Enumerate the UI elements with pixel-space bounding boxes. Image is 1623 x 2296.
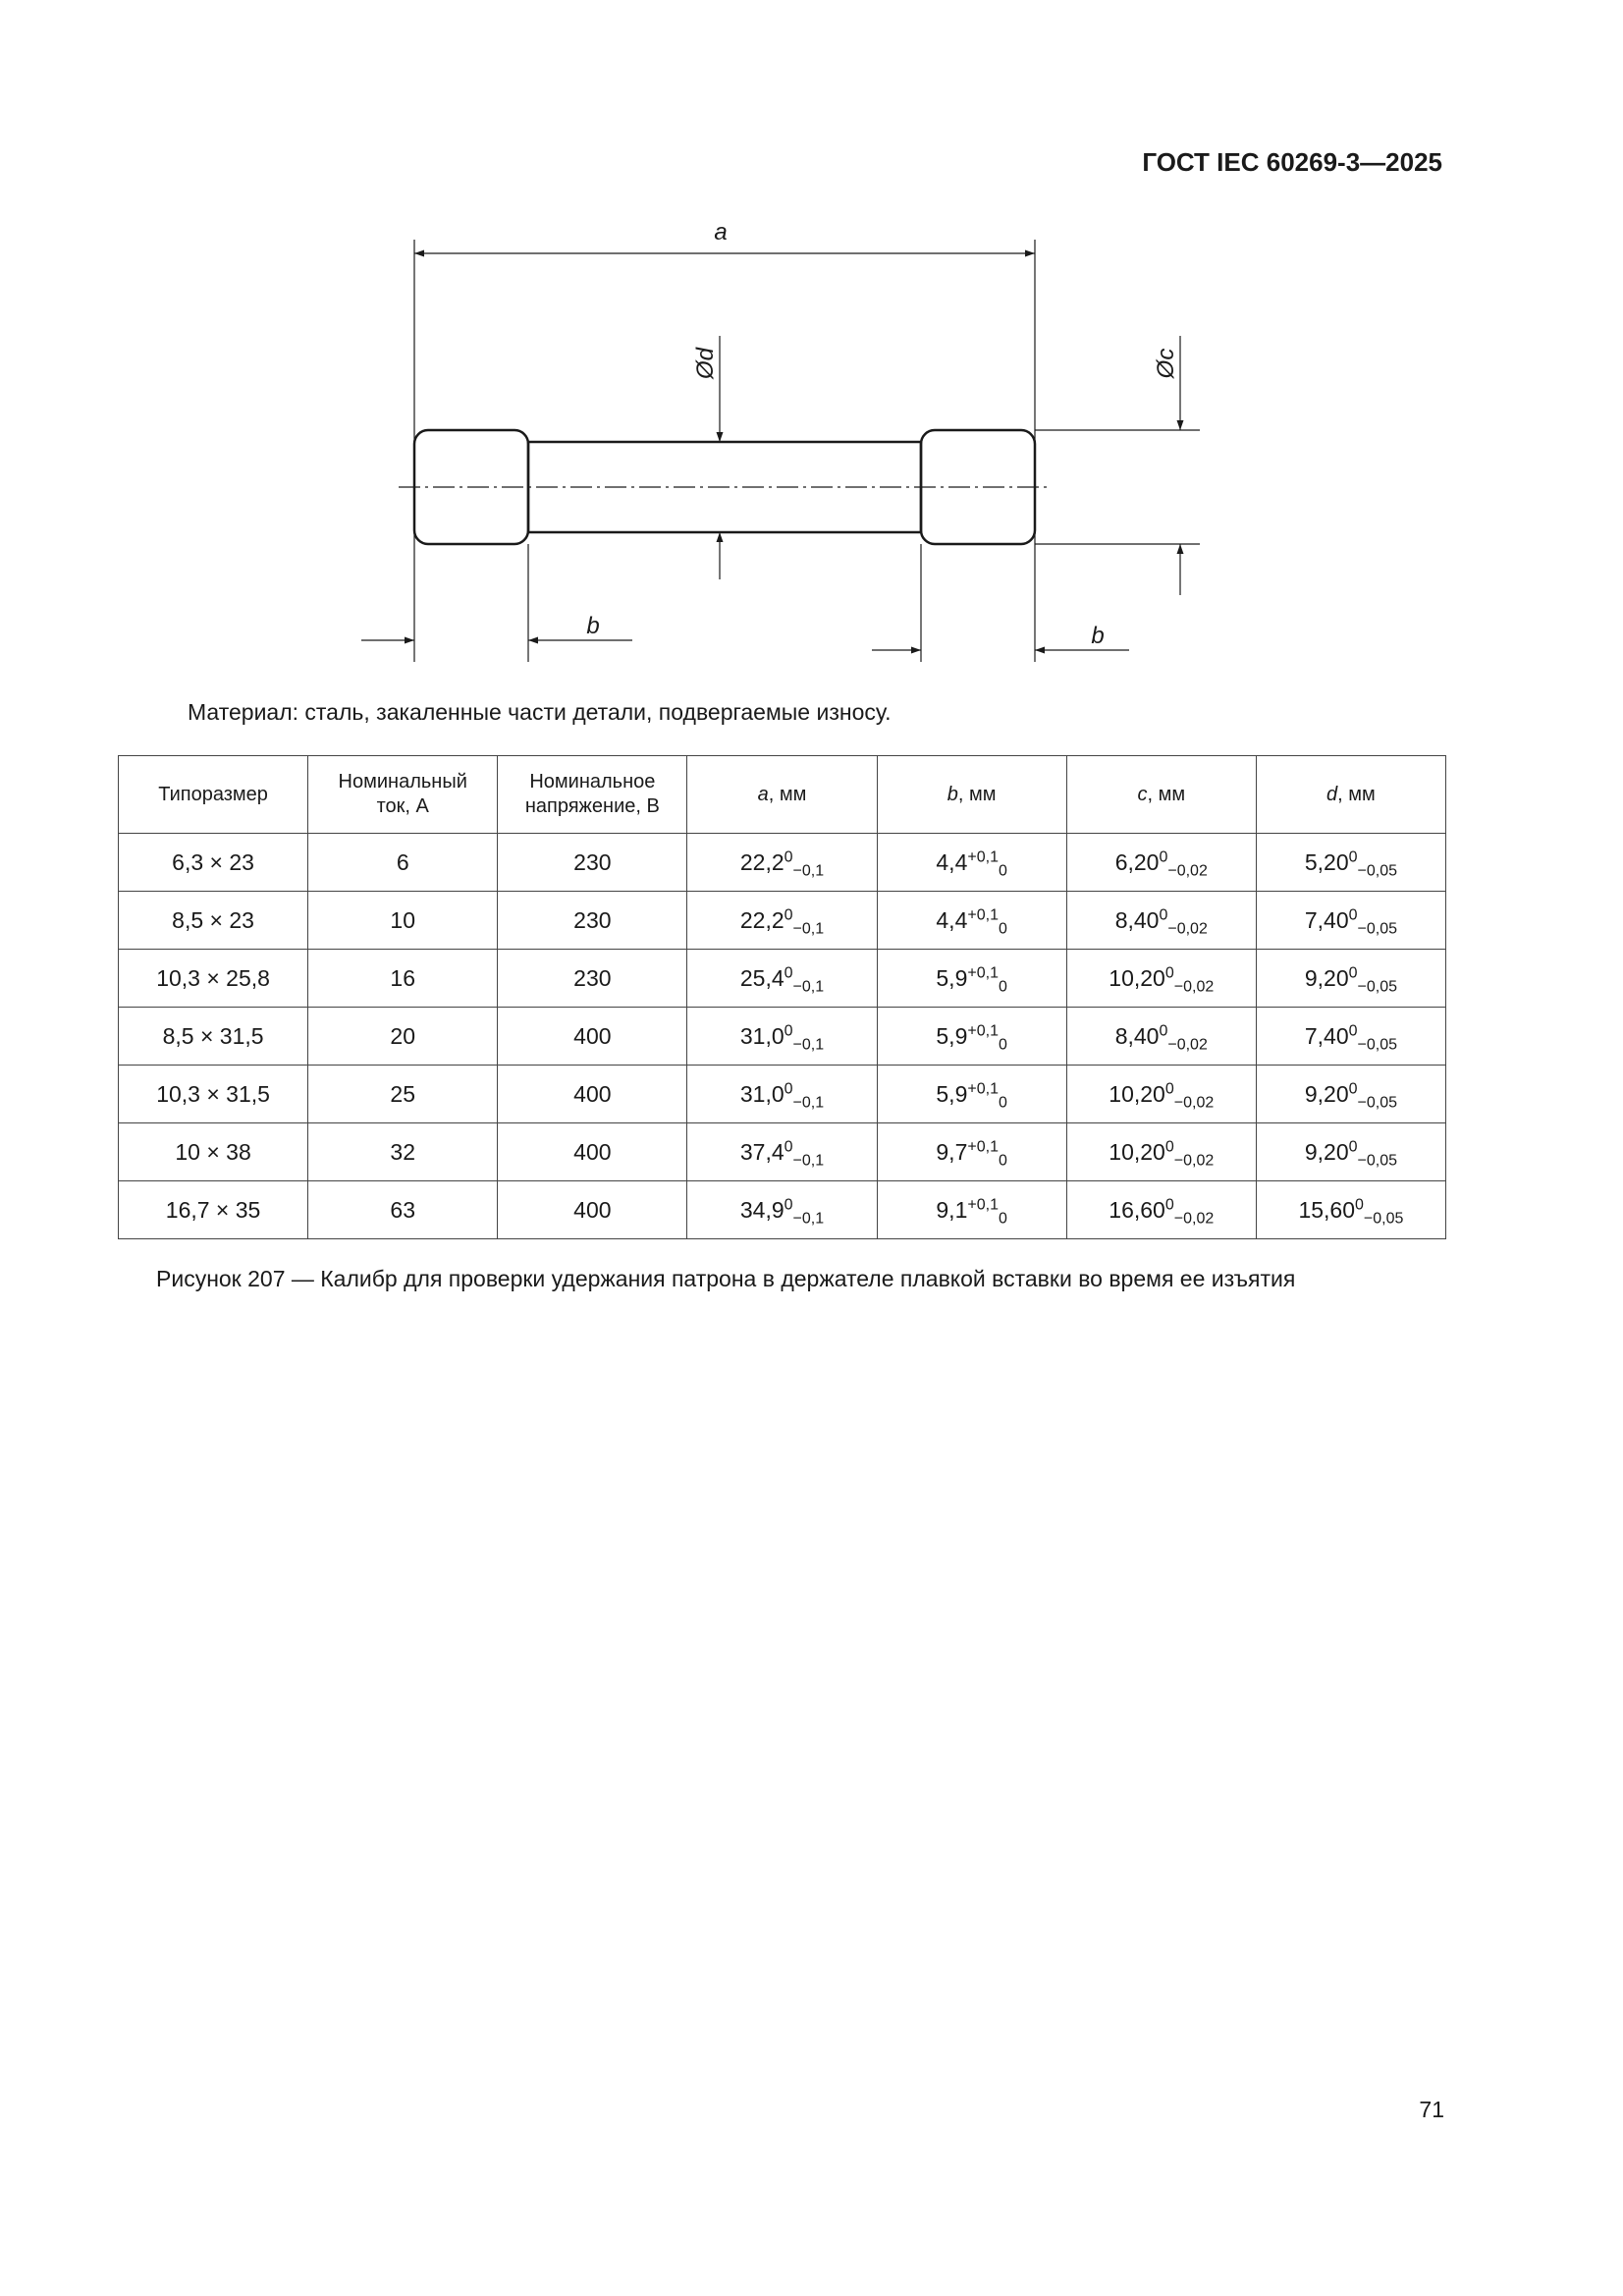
table-row	[119, 950, 1446, 1008]
cell-voltage: 400	[498, 1181, 687, 1239]
cell-b: $9,1^{+0,1}_0$	[877, 1181, 1066, 1239]
cell-c: $10,20^0_{-0,02}$	[1066, 1123, 1256, 1181]
cell-c: $10,20^0_{-0,02}$	[1066, 1066, 1256, 1123]
cell-b: $5,9^{+0,1}_0$	[877, 950, 1066, 1008]
cell-d: $7,40^0_{-0,05}$	[1256, 1008, 1445, 1066]
cell-c: $8,40^0_{-0,02}$	[1066, 1008, 1256, 1066]
table-row	[119, 834, 1446, 892]
cell-voltage: 400	[498, 1123, 687, 1181]
page-number: 71	[1419, 2097, 1444, 2122]
cell-a: $25,4^0_{-0,1}$	[687, 950, 877, 1008]
cell-current: 32	[308, 1123, 498, 1181]
cell-voltage: 400	[498, 1066, 687, 1123]
gauge-drawing	[353, 218, 1208, 680]
cell-current: 20	[308, 1008, 498, 1066]
cell-c: $16,60^0_{-0,02}$	[1066, 1181, 1256, 1239]
table-row	[119, 1008, 1446, 1066]
cell-c: $8,40^0_{-0,02}$	[1066, 892, 1256, 950]
cell-voltage: 400	[498, 1008, 687, 1066]
cell-current: 16	[308, 950, 498, 1008]
dim-label-d: Ød	[692, 347, 719, 380]
cell-current: 10	[308, 892, 498, 950]
dim-label-b-right: b	[1091, 623, 1105, 649]
cell-size: 8,5 × 23	[119, 892, 308, 950]
cell-b: $5,9^{+0,1}_0$	[877, 1008, 1066, 1066]
table-row	[119, 1066, 1446, 1123]
cell-current: 63	[308, 1181, 498, 1239]
table-row	[119, 1181, 1446, 1239]
cell-size: 16,7 × 35	[119, 1181, 308, 1239]
cell-size: 10,3 × 25,8	[119, 950, 308, 1008]
header-b: b, мм	[877, 756, 1066, 834]
table-row	[119, 1123, 1446, 1181]
figure-caption: Рисунок 207 — Калибр для проверки удержания патрона в держателе плавкой вставки во время ее изъятия	[156, 1266, 1296, 1291]
cell-d: $15,60^0_{-0,05}$	[1256, 1181, 1445, 1239]
cell-a: $22,2^0_{-0,1}$	[687, 892, 877, 950]
cell-a: $22,2^0_{-0,1}$	[687, 834, 877, 892]
cell-size: 10,3 × 31,5	[119, 1066, 308, 1123]
dim-label-b-left: b	[586, 613, 600, 639]
dimensions-table	[118, 755, 1446, 1239]
header-a: a, мм	[687, 756, 877, 834]
cell-size: 8,5 × 31,5	[119, 1008, 308, 1066]
cell-current: 25	[308, 1066, 498, 1123]
header-voltage: Номинальное напряжение, В	[498, 756, 687, 834]
cell-b: $4,4^{+0,1}_0$	[877, 892, 1066, 950]
cell-d: $7,40^0_{-0,05}$	[1256, 892, 1445, 950]
cell-size: 10 × 38	[119, 1123, 308, 1181]
dim-label-a: a	[714, 219, 728, 246]
dim-label-c: Øc	[1153, 348, 1179, 379]
cell-d: $5,20^0_{-0,05}$	[1256, 834, 1445, 892]
header-current: Номинальный ток, А	[308, 756, 498, 834]
cell-voltage: 230	[498, 834, 687, 892]
table-row	[119, 892, 1446, 950]
cell-a: $31,0^0_{-0,1}$	[687, 1066, 877, 1123]
extension-lines	[414, 240, 1200, 662]
cell-a: $37,4^0_{-0,1}$	[687, 1123, 877, 1181]
cell-current: 6	[308, 834, 498, 892]
cell-voltage: 230	[498, 892, 687, 950]
cell-d: $9,20^0_{-0,05}$	[1256, 950, 1445, 1008]
dimension-lines	[361, 253, 1180, 650]
material-note: Материал: сталь, закаленные части детали, подвергаемые износу.	[188, 699, 892, 725]
cell-a: $34,9^0_{-0,1}$	[687, 1181, 877, 1239]
table-header-row	[119, 756, 1446, 834]
header-d: d, мм	[1256, 756, 1445, 834]
cell-b: $9,7^{+0,1}_0$	[877, 1123, 1066, 1181]
cell-d: $9,20^0_{-0,05}$	[1256, 1066, 1445, 1123]
header-size: Типоразмер	[119, 756, 308, 834]
standard-header: ГОСТ IEC 60269-3—2025	[1142, 147, 1442, 177]
cell-voltage: 230	[498, 950, 687, 1008]
cell-b: $4,4^{+0,1}_0$	[877, 834, 1066, 892]
cell-c: $10,20^0_{-0,02}$	[1066, 950, 1256, 1008]
cell-a: $31,0^0_{-0,1}$	[687, 1008, 877, 1066]
cell-c: $6,20^0_{-0,02}$	[1066, 834, 1256, 892]
cell-size: 6,3 × 23	[119, 834, 308, 892]
cell-b: $5,9^{+0,1}_0$	[877, 1066, 1066, 1123]
cell-d: $9,20^0_{-0,05}$	[1256, 1123, 1445, 1181]
header-c: c, мм	[1066, 756, 1256, 834]
